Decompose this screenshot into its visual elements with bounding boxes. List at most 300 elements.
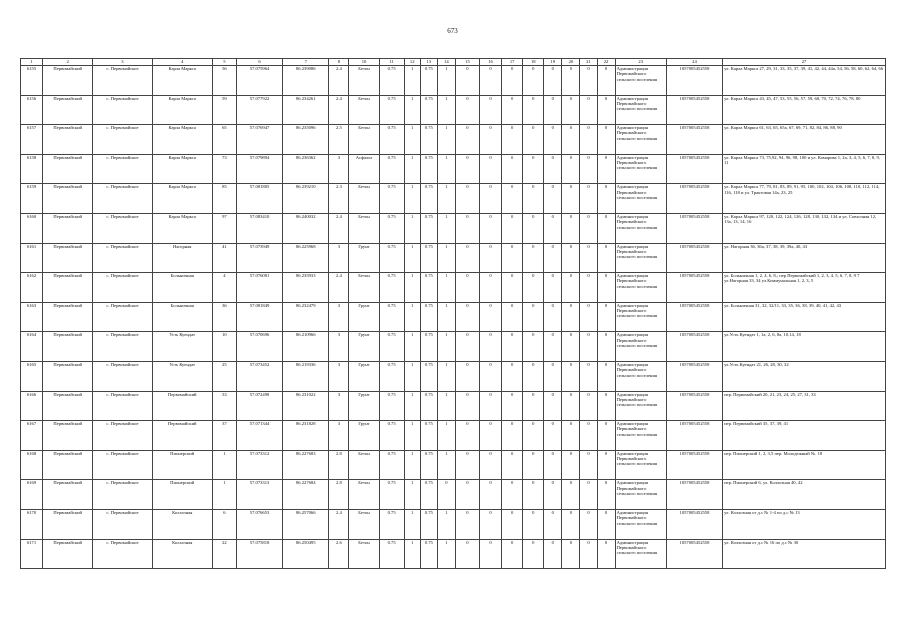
table-cell: 0 [597, 184, 615, 214]
table-cell: 0.75 [420, 332, 437, 362]
table-cell: 0 [502, 95, 523, 125]
table-cell: пер. Первомайский 20, 21, 23, 24, 25, 27, 31, 33 [723, 391, 886, 421]
table-cell: Бетон [349, 66, 379, 96]
table-cell: 0 [480, 243, 502, 273]
table-cell: 1 [437, 213, 455, 243]
table-cell: 0 [455, 213, 479, 243]
table-cell: ул. Больничная 1, 2, 4, 6, 8,; пер Первомайский 1, 2, 3, 4, 5, 6, 7, 8, 9 7 ул.Нагорная 33, 34 ул.Коммунальная 1, 2, 3, 5 [723, 273, 886, 303]
table-cell: 1 [404, 361, 420, 391]
table-cell: Администрация Первомайского сельского поселения [615, 66, 666, 96]
table-cell: 2.4 [329, 95, 349, 125]
table-cell: 36 [212, 302, 236, 332]
table-cell: 0 [455, 539, 479, 569]
table-cell: с. Первомайское [93, 421, 152, 451]
table-cell: 0 [437, 480, 455, 510]
table-cell: ул.Усть Куендат 1, 1а, 2, 6, 8а, 10,14, 18 [723, 332, 886, 362]
table-cell: 0 [480, 361, 502, 391]
table-cell: 2.4 [329, 273, 349, 303]
table-cell: 0 [580, 66, 597, 96]
table-cell: 1 [404, 509, 420, 539]
table-cell: 0 [562, 450, 580, 480]
column-header: 14 [437, 59, 455, 66]
column-header: 1 [21, 59, 43, 66]
table-cell: 86.235933 [283, 273, 329, 303]
table-cell: Карла Маркса [152, 66, 212, 96]
table-cell: 1 [437, 243, 455, 273]
table-cell: Первомайский [43, 154, 93, 184]
table-cell: Первомайский [152, 421, 212, 451]
table-cell: ул.Усть Куендат 21, 26, 28, 30, 32 [723, 361, 886, 391]
table-cell: 25 [212, 361, 236, 391]
table-cell: 0 [544, 302, 562, 332]
table-cell: ул. Карла Маркса 61, 63, 65, 65а, 67, 69, 71, 82, 84, 86, 88, 90 [723, 125, 886, 155]
table-cell: 0.75 [420, 302, 437, 332]
table-cell: 0 [597, 332, 615, 362]
table-cell: 1 [404, 184, 420, 214]
table-cell: ул. Колхозная от д.с № 16 по д.с № 30 [723, 539, 886, 569]
table-cell: 0 [455, 154, 479, 184]
table-cell: 2.6 [329, 539, 349, 569]
table-cell: 0.75 [379, 125, 404, 155]
table-cell: 1 [437, 95, 455, 125]
table-cell: 0.75 [379, 332, 404, 362]
table-cell: 1057005452558 [666, 391, 722, 421]
column-header: 23 [615, 59, 666, 66]
table-cell: 0 [597, 154, 615, 184]
table-cell: 0 [455, 273, 479, 303]
table-cell: 86.225968 [283, 243, 329, 273]
table-cell: 1 [437, 539, 455, 569]
table-cell: 1 [437, 154, 455, 184]
table-cell: 0 [544, 332, 562, 362]
table-cell: 0.75 [379, 361, 404, 391]
table-cell: Администрация Первомайского сельского поселения [615, 302, 666, 332]
table-cell: с. Первомайское [93, 509, 152, 539]
table-row [21, 450, 886, 480]
table-cell: с. Первомайское [93, 539, 152, 569]
table-cell: 6159 [21, 184, 43, 214]
table-cell: 0.75 [379, 480, 404, 510]
table-cell: 1 [437, 273, 455, 303]
table-cell: 0.75 [420, 243, 437, 273]
table-cell: 86.257066 [283, 509, 329, 539]
table-cell: Карла Маркса [152, 184, 212, 214]
table-cell: Первомайский [43, 302, 93, 332]
table-cell: Карла Маркса [152, 95, 212, 125]
table-cell: 0 [597, 243, 615, 273]
table-cell: 0.75 [379, 154, 404, 184]
table-cell: 0 [580, 273, 597, 303]
table-cell: 1 [404, 421, 420, 451]
table-cell: пер. Пионерский 6, ул. Колхозная 40, 42 [723, 480, 886, 510]
table-cell: 1 [404, 273, 420, 303]
table-cell: 57.081805 [236, 184, 282, 214]
table-cell: ул. Карла Маркса 73, 75,92, 94, 96, 98, 100 и ул. Комарова 1, 2а, 3, 4, 5, 6, 7, 8, 9, 11 [723, 154, 886, 184]
table-cell: с. Первомайское [93, 154, 152, 184]
table-cell: ул. Карла Маркса 77, 79, 81, 83, 89, 91, 95, 100, 102, 104, 106, 108, 110, 112, 114, 116, 118 и ул. Трактовая 14а, 23, 25 [723, 184, 886, 214]
table-cell: 0.75 [379, 243, 404, 273]
table-cell: Грунт [349, 243, 379, 273]
table-row [21, 421, 886, 451]
table-cell: 0.75 [420, 361, 437, 391]
table-cell: 1057005452558 [666, 332, 722, 362]
table-cell: Первомайский [43, 213, 93, 243]
table-cell: 0 [523, 391, 544, 421]
table-row [21, 509, 886, 539]
table-cell: 0 [455, 450, 479, 480]
table-cell: 1057005452558 [666, 213, 722, 243]
table-cell: 1057005452558 [666, 66, 722, 96]
table-cell: 0 [580, 184, 597, 214]
table-cell: 86.227684 [283, 480, 329, 510]
table-cell: 86.240032 [283, 213, 329, 243]
table-cell: 0 [480, 421, 502, 451]
table-cell: 57.079894 [236, 154, 282, 184]
table-cell: 57.073313 [236, 480, 282, 510]
table-cell: 0 [480, 391, 502, 421]
table-cell: 6163 [21, 302, 43, 332]
table-cell: 0 [480, 273, 502, 303]
column-header: 4 [152, 59, 212, 66]
table-cell: 57.073312 [236, 450, 282, 480]
table-cell: 1 [404, 450, 420, 480]
table-cell: Усть Куендат [152, 361, 212, 391]
table-cell: 1057005452558 [666, 154, 722, 184]
table-cell: 0 [562, 539, 580, 569]
table-cell: 0 [580, 243, 597, 273]
table-cell: Администрация Первомайского сельского поселения [615, 184, 666, 214]
table-cell: с. Первомайское [93, 450, 152, 480]
table-cell: ул. Колхозная от д.с № 1-4 по д.с № 13 [723, 509, 886, 539]
table-cell: 6171 [21, 539, 43, 569]
table-cell: ул. Больничная 31, 32, 32/11, 33, 35, 36, 38, 39, 40, 41, 42, 43 [723, 302, 886, 332]
table-row [21, 154, 886, 184]
table-cell: 0 [562, 125, 580, 155]
table-cell: Первомайский [43, 480, 93, 510]
table-cell: 0 [597, 125, 615, 155]
table-cell: Бетон [349, 509, 379, 539]
table-cell: 6 [212, 509, 236, 539]
table-cell: Нагорная [152, 243, 212, 273]
table-cell: Бетон [349, 184, 379, 214]
table-cell: 0 [580, 95, 597, 125]
table-cell: 65 [212, 125, 236, 155]
table-cell: 1 [437, 391, 455, 421]
table-cell: 0 [597, 213, 615, 243]
table-cell: 0 [544, 539, 562, 569]
table-cell: 0.75 [379, 184, 404, 214]
table-cell: 0 [480, 125, 502, 155]
table-cell: Колхозная [152, 509, 212, 539]
table-cell: Администрация Первомайского сельского поселения [615, 480, 666, 510]
table-cell: 0 [502, 273, 523, 303]
table-cell: 57.081849 [236, 302, 282, 332]
table-cell: с. Первомайское [93, 213, 152, 243]
column-header: 8 [329, 59, 349, 66]
table-cell: 0 [580, 450, 597, 480]
table-cell: 0 [455, 125, 479, 155]
table-cell: ул. Карла Маркса 43, 45, 47, 53, 55, 56, 57, 59, 68, 70, 72, 74, 76, 78, 80 [723, 95, 886, 125]
table-cell: 6157 [21, 125, 43, 155]
table-cell: Бетон [349, 450, 379, 480]
table-cell: 0 [523, 66, 544, 96]
table-cell: 0 [523, 332, 544, 362]
table-cell: 0 [502, 243, 523, 273]
table-cell: 0 [562, 391, 580, 421]
table-cell: Администрация Первомайского сельского поселения [615, 450, 666, 480]
table-cell: 0 [502, 213, 523, 243]
table-cell: 0 [480, 154, 502, 184]
table-cell: 86.234261 [283, 95, 329, 125]
table-cell: 0.75 [379, 509, 404, 539]
table-cell: 85 [212, 184, 236, 214]
table-cell: Администрация Первомайского сельского поселения [615, 509, 666, 539]
table-cell: Первомайский [43, 391, 93, 421]
table-cell: 6170 [21, 509, 43, 539]
table-cell: 0 [502, 184, 523, 214]
table-cell: 1057005452558 [666, 509, 722, 539]
table-cell: 0 [523, 421, 544, 451]
table-cell: 0.75 [379, 273, 404, 303]
table-cell: 0 [455, 243, 479, 273]
table-cell: Усть Куендат [152, 332, 212, 362]
table-cell: 0 [544, 480, 562, 510]
table-cell: 0 [562, 66, 580, 96]
table-cell: 41 [212, 243, 236, 273]
table-cell: Грунт [349, 391, 379, 421]
table-cell: 0 [562, 421, 580, 451]
table-cell: 0 [523, 243, 544, 273]
column-header: 22 [597, 59, 615, 66]
table-cell: 0 [597, 539, 615, 569]
column-header: 18 [523, 59, 544, 66]
table-cell: Бетон [349, 273, 379, 303]
column-header: 10 [349, 59, 379, 66]
table-cell: 1 [404, 243, 420, 273]
table-cell: 86.239210 [283, 184, 329, 214]
column-header: 5 [212, 59, 236, 66]
table-cell: 0 [544, 243, 562, 273]
table-cell: 73 [212, 154, 236, 184]
table-cell: 0 [544, 95, 562, 125]
table-cell: Первомайский [43, 509, 93, 539]
table-cell: 86.231022 [283, 391, 329, 421]
table-cell: 6162 [21, 273, 43, 303]
table-cell: 57.073452 [236, 361, 282, 391]
table-cell: 0 [580, 125, 597, 155]
table-cell: 6164 [21, 332, 43, 362]
table-cell: 0 [480, 66, 502, 96]
table-cell: Первомайский [43, 66, 93, 96]
column-header: 12 [404, 59, 420, 66]
table-cell: Администрация Первомайского сельского поселения [615, 539, 666, 569]
table-row [21, 243, 886, 273]
table-cell: 0.75 [420, 184, 437, 214]
table-cell: 0 [455, 95, 479, 125]
table-cell: 0.75 [420, 480, 437, 510]
table-cell: 97 [212, 213, 236, 243]
table-cell: 0 [523, 302, 544, 332]
table-cell: 0 [562, 480, 580, 510]
table-cell: Первомайский [43, 184, 93, 214]
table-cell: 56 [212, 66, 236, 96]
table-cell: 86.227683 [283, 450, 329, 480]
table-cell: 1 [404, 95, 420, 125]
column-header: 21 [580, 59, 597, 66]
table-cell: Асфальт [349, 154, 379, 184]
table-row [21, 480, 886, 510]
table-cell: 86.236362 [283, 154, 329, 184]
table-cell: с. Первомайское [93, 95, 152, 125]
table-cell: 0 [523, 273, 544, 303]
column-header: 17 [502, 59, 523, 66]
table-cell: пер. Пионерский 1, 2, 3,5 пер. Молодежный №. 18 [723, 450, 886, 480]
table-cell: 0.75 [420, 66, 437, 96]
table-cell: 0 [455, 332, 479, 362]
table-cell: 57.075964 [236, 66, 282, 96]
table-row [21, 184, 886, 214]
table-cell: с. Первомайское [93, 391, 152, 421]
table-row [21, 302, 886, 332]
table-cell: 0.75 [420, 450, 437, 480]
page-number: 673 [447, 27, 458, 35]
table-cell: 0 [562, 213, 580, 243]
table-cell: 1 [437, 302, 455, 332]
table-cell: Администрация Первомайского сельского поселения [615, 213, 666, 243]
table-cell: 0 [455, 391, 479, 421]
table-cell: 0 [523, 154, 544, 184]
table-cell: 0 [544, 66, 562, 96]
table-cell: 86.235096 [283, 125, 329, 155]
table-cell: 0 [580, 509, 597, 539]
table-cell: 6165 [21, 361, 43, 391]
table-cell: 1 [437, 361, 455, 391]
table-cell: 0.75 [379, 66, 404, 96]
table-cell: Пионерский [152, 480, 212, 510]
table-cell: Первомайский [43, 95, 93, 125]
table-cell: 0.75 [420, 95, 437, 125]
table-cell: 1 [437, 450, 455, 480]
table-cell: 0 [523, 450, 544, 480]
table-cell: Больничная [152, 273, 212, 303]
table-cell: 0 [502, 539, 523, 569]
table-cell: 10 [212, 332, 236, 362]
table-cell: 0 [480, 184, 502, 214]
table-cell: 0 [544, 509, 562, 539]
table-cell: 1057005452558 [666, 95, 722, 125]
table-cell: 4 [212, 273, 236, 303]
table-cell: 2.4 [329, 66, 349, 96]
table-cell: 1 [212, 480, 236, 510]
table-cell: 6166 [21, 391, 43, 421]
table-cell: 0.75 [420, 421, 437, 451]
table-cell: Бетон [349, 480, 379, 510]
table-cell: 0 [544, 154, 562, 184]
table-cell: 0 [562, 184, 580, 214]
table-cell: 6156 [21, 95, 43, 125]
table-row [21, 66, 886, 96]
table-cell: 0 [597, 273, 615, 303]
table-cell: 0 [544, 273, 562, 303]
table-cell: Администрация Первомайского сельского поселения [615, 421, 666, 451]
table-cell: 0 [523, 361, 544, 391]
table-cell: 57.083410 [236, 213, 282, 243]
table-cell: 0 [480, 332, 502, 362]
table-cell: 0 [580, 421, 597, 451]
table-cell: 0 [502, 450, 523, 480]
table-row [21, 539, 886, 569]
table-cell: 2.5 [329, 125, 349, 155]
table-cell: Грунт [349, 361, 379, 391]
table-row [21, 361, 886, 391]
table-cell: 0 [580, 302, 597, 332]
table-cell: Администрация Первомайского сельского поселения [615, 125, 666, 155]
table-cell: ул. Карла Маркса 97, 120, 122, 124, 126, 128, 130, 132, 134 и ул. Совхозная 12, 13а, 13, 14, 16 [723, 213, 886, 243]
table-cell: ул. Карла Маркса 27, 29, 31, 33, 35, 37, 39, 41, 42, 44, 44а, 54, 56, 58, 60, 62, 64, 66 [723, 66, 886, 96]
table-cell: 0 [562, 243, 580, 273]
table-cell: Грунт [349, 302, 379, 332]
table-cell: 1 [404, 125, 420, 155]
table-cell: 0 [455, 184, 479, 214]
table-cell: 6167 [21, 421, 43, 451]
table-cell: с. Первомайское [93, 125, 152, 155]
table-cell: 0 [562, 361, 580, 391]
table-cell: 0 [544, 125, 562, 155]
table-cell: 37 [212, 421, 236, 451]
table-cell: 0 [502, 391, 523, 421]
table-cell: 2.8 [329, 480, 349, 510]
table-cell: 0 [597, 480, 615, 510]
table-row [21, 95, 886, 125]
table-cell: 0 [523, 539, 544, 569]
table-cell: 0 [455, 509, 479, 539]
table-cell: 1057005452558 [666, 243, 722, 273]
table-cell: 0.75 [379, 450, 404, 480]
table-cell: с. Первомайское [93, 361, 152, 391]
column-header: 3 [93, 59, 152, 66]
table-cell: 1057005452558 [666, 421, 722, 451]
table-cell: 1 [404, 480, 420, 510]
table-cell: 57.073949 [236, 243, 282, 273]
table-cell: 0 [580, 391, 597, 421]
table-cell: Администрация Первомайского сельского поселения [615, 273, 666, 303]
table-cell: 57.077922 [236, 95, 282, 125]
table-row [21, 125, 886, 155]
column-header: 27 [723, 59, 886, 66]
table-cell: 0 [580, 154, 597, 184]
table-cell: 0 [502, 66, 523, 96]
table-cell: Первомайский [43, 332, 93, 362]
table-cell: Первомайский [43, 539, 93, 569]
table-cell: 33 [212, 391, 236, 421]
table-cell: 0 [562, 302, 580, 332]
table-cell: 0 [597, 95, 615, 125]
table-cell: 0 [502, 302, 523, 332]
table-cell: 1057005452558 [666, 184, 722, 214]
table-cell: 0 [597, 391, 615, 421]
table-cell: Бетон [349, 95, 379, 125]
column-header: 13 [420, 59, 437, 66]
table-cell: Первомайский [43, 421, 93, 451]
table-cell: 0 [580, 539, 597, 569]
table-cell: 0 [580, 332, 597, 362]
table-cell: 6161 [21, 243, 43, 273]
table-row [21, 213, 886, 243]
table-cell: 22 [212, 539, 236, 569]
table-body [21, 66, 886, 569]
table-cell: Первомайский [43, 273, 93, 303]
table-cell: 1 [437, 332, 455, 362]
